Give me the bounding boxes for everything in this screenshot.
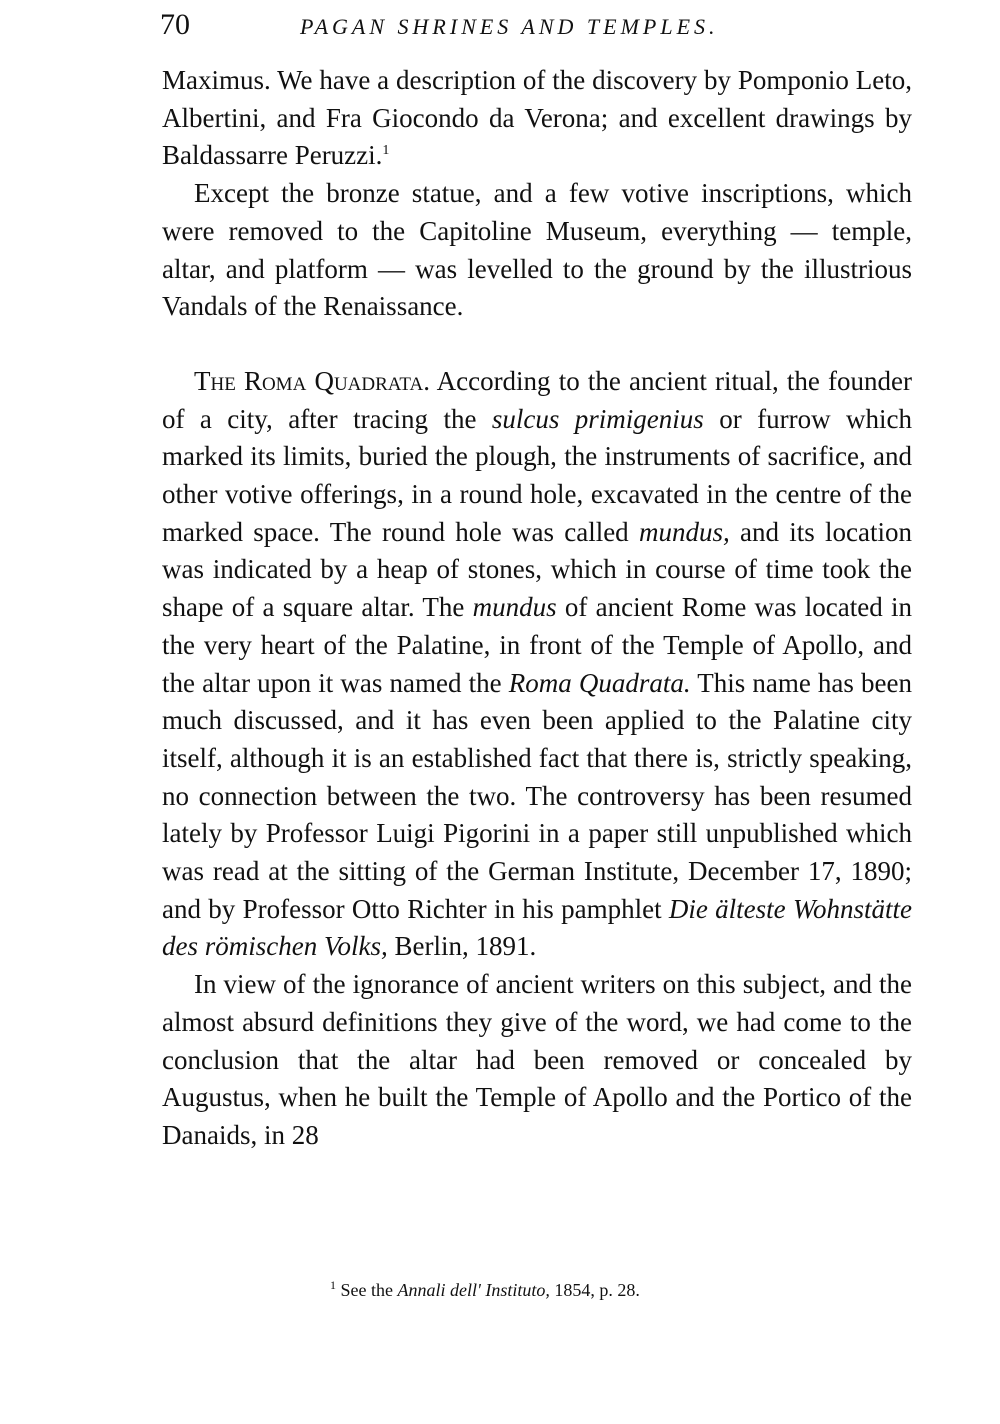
running-head: [160, 8, 920, 42]
section-heading: The Roma Quadrata.: [194, 365, 430, 396]
paragraph-3-text-6: Berlin, 1891.: [387, 931, 537, 962]
footnote-reference: 1: [382, 143, 390, 159]
body-text: [162, 62, 912, 1155]
paragraph-1: [162, 62, 912, 175]
footnote-text-2: 1854, p. 28.: [549, 1280, 640, 1300]
page-number: 70: [160, 8, 190, 41]
paragraph-3-text-5: This name has been much discussed, and it has even been applied to the Palatine city itself, although it is an established fact that there is, strictly speaking, no connection between the two. The controversy has been resumed lately by Professor Luigi Pigorini in a paper still unpublished which was read at the sitting of the German Institute, December 17, 1890; and by Professor Otto Richter in his pamphlet: [162, 667, 912, 924]
footnote-text-1: See the: [336, 1280, 398, 1300]
paragraph-1-text: Maximus. We have a description of the discovery by Pomponio Leto, Albertini, and Fra Giocondo da Verona; and excellent drawings by Baldassarre Peruzzi.: [162, 65, 912, 171]
running-title: PAGAN SHRINES AND TEMPLES.: [300, 14, 719, 39]
paragraph-2: Except the bronze statue, and a few votive inscriptions, which were removed to the Capitoline Museum, everything — temple, altar, and platform — was levelled to the ground by the illustrious Vandals of the Renaissance.: [162, 178, 912, 322]
italic-title-richter: Die älteste Wohnstätte des römischen Volks,: [162, 893, 912, 962]
paragraph-3-text-2: or furrow which marked its limits, buried the plough, the instruments of sacrifice, and other votive offerings, in a round hole, excavated in the centre of the marked space. The round hole was called: [162, 403, 912, 547]
italic-term-mundus-2: mundus: [472, 592, 557, 623]
paragraph-3-text-4: of ancient Rome was located in the very heart of the Palatine, in front of the Temple of Apollo, and the altar upon it was named the: [162, 592, 912, 698]
italic-term-sulcus: sulcus primigenius: [491, 403, 704, 434]
footnote-italic-title: Annali dell' Instituto,: [397, 1280, 550, 1300]
italic-term-roma-quadrata: Roma Quadrata.: [508, 667, 691, 698]
paragraph-3-text-3: and its location was indicated by a heap of stones, which in course of time took the shape of a square altar. The: [162, 516, 912, 623]
paragraph-3: [162, 363, 912, 966]
italic-term-mundus-1: mundus,: [638, 516, 730, 547]
paragraph-3-text-1: According to the ancient ritual, the founder of a city, after tracing the: [162, 365, 913, 434]
footnote-marker: 1: [330, 1278, 336, 1292]
paragraph-4: In view of the ignorance of ancient writers on this subject, and the almost absurd definitions they give of the word, we had come to the conclusion that the altar had been removed or concealed by Augustus, when he built the Temple of Apollo and the Portico of the Danaids, in 28: [162, 969, 912, 1150]
footnote: [330, 1278, 930, 1302]
